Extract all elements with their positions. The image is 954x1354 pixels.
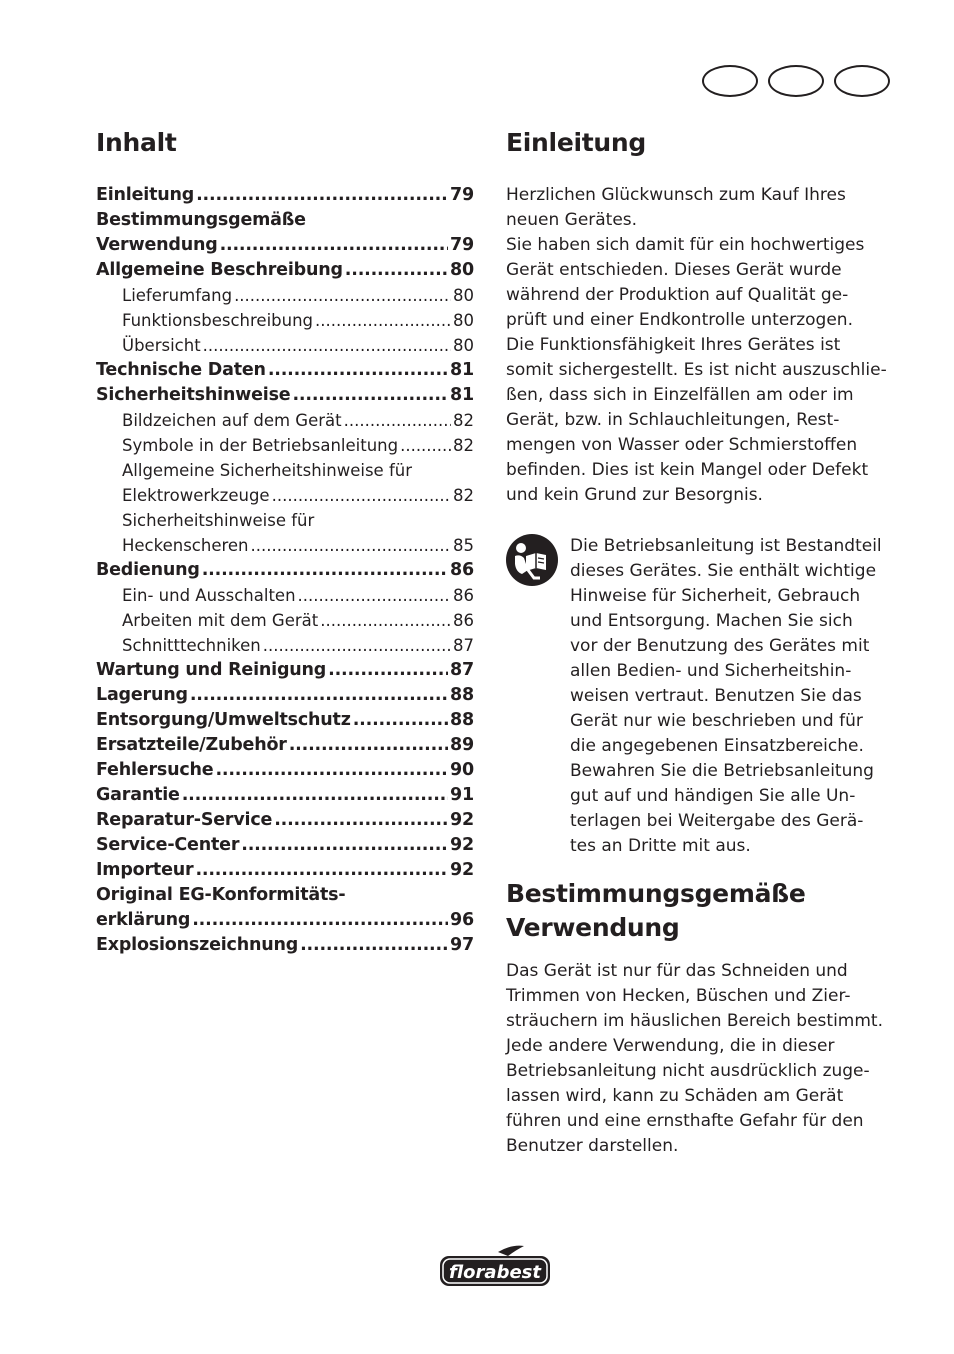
toc-entry [96, 833, 474, 858]
toc-entry-label: Explosionszeichnung [96, 935, 299, 955]
toc-leader-dots [400, 433, 451, 458]
text-line: somit sichergestellt. Es ist nicht auszuschlie- [506, 360, 887, 380]
toc-entry-label: Original EG-Konformitäts- [96, 885, 346, 905]
toc-entry-page: 90 [450, 760, 474, 780]
text-line: sträuchern im häuslichen Bereich bestimmt. [506, 1011, 883, 1031]
toc-leader-dots [220, 233, 448, 258]
toc-entry [96, 883, 474, 908]
toc-entry-page: 81 [450, 360, 474, 380]
toc-entry [96, 708, 474, 733]
toc-entry-label: Einleitung [96, 185, 195, 205]
toc-entry-label: Heckenscheren [122, 536, 249, 555]
toc-leader-dots [263, 633, 451, 658]
section-title-verwendung-line1: Bestimmungsgemäße [506, 879, 806, 908]
toc-leader-dots [215, 758, 448, 783]
toc-entry-page: 91 [450, 785, 474, 805]
text-line: Die Betriebsanleitung ist Bestandteil [570, 536, 882, 556]
toc-entry-label: Reparatur-Service [96, 810, 273, 830]
toc-entry [96, 208, 474, 233]
toc-entry-page: 97 [450, 935, 474, 955]
toc-leader-dots [272, 483, 451, 508]
toc-entry-page: 92 [450, 860, 474, 880]
toc-entry-label: Wartung und Reinigung [96, 660, 327, 680]
toc-entry-page: 85 [453, 536, 474, 555]
toc-entry-label: Ein- und Ausschalten [122, 586, 296, 605]
toc-leader-dots [251, 533, 451, 558]
toc-entry-page: 87 [450, 660, 474, 680]
language-badges [702, 65, 890, 99]
toc-entry-page: 96 [450, 910, 474, 930]
toc-leader-dots [192, 908, 448, 933]
toc-entry-page: 80 [450, 260, 474, 280]
toc-entry-label: Elektrowerkzeuge [122, 486, 270, 505]
toc-leader-dots [298, 583, 451, 608]
toc-entry-label: Lieferumfang [122, 286, 233, 305]
toc-entry-label: Bestimmungsgemäße [96, 210, 306, 230]
section-title-einleitung: Einleitung [506, 128, 646, 157]
toc-entry-label: Übersicht [122, 336, 201, 355]
text-line: Benutzer darstellen. [506, 1136, 679, 1156]
text-line: Gerät entschieden. Dieses Gerät wurde [506, 260, 842, 280]
toc-entry-label: Ersatzteile/Zubehör [96, 735, 287, 755]
intro-paragraph [506, 183, 896, 508]
toc-entry [96, 358, 474, 383]
text-line: befinden. Dies ist kein Mangel oder Defekt [506, 460, 869, 480]
toc-entry-page: 87 [453, 636, 474, 655]
toc-entry [96, 583, 474, 608]
toc-entry-label: Bildzeichen auf dem Gerät [122, 411, 342, 430]
toc-entry [96, 783, 474, 808]
toc-entry-page: 88 [450, 685, 474, 705]
text-line: Sie haben sich damit für ein hochwertiges [506, 235, 865, 255]
text-line: gut auf und händigen Sie alle Un- [570, 786, 856, 806]
language-badge [768, 65, 824, 97]
toc-entry [96, 258, 474, 283]
toc-entry [96, 483, 474, 508]
toc-leader-dots [268, 358, 448, 383]
toc-leader-dots [190, 683, 448, 708]
toc-leader-dots [289, 733, 448, 758]
toc-entry [96, 408, 474, 433]
text-line: Hinweise für Sicherheit, Gebrauch [570, 586, 861, 606]
toc-entry-page: 80 [453, 311, 474, 330]
toc-leader-dots [274, 808, 448, 833]
intended-use-paragraph [506, 959, 896, 1159]
toc-entry [96, 908, 474, 933]
text-line: die angegebenen Einsatzbereiche. [570, 736, 864, 756]
toc-entry-label: Sicherheitshinweise für [122, 511, 315, 530]
toc-entry-label: Entsorgung/Umweltschutz [96, 710, 351, 730]
read-manual-icon [506, 534, 558, 586]
toc-entry [96, 508, 474, 533]
toc-entry [96, 808, 474, 833]
toc-entry-page: 80 [453, 286, 474, 305]
text-line: führen und eine ernsthafte Gefahr für den [506, 1111, 864, 1131]
text-line: Jede andere Verwendung, die in dieser [506, 1036, 835, 1056]
toc-entry-page: 86 [450, 560, 474, 580]
toc-entry-page: 86 [453, 586, 474, 605]
toc-entry-page: 89 [450, 735, 474, 755]
toc-entry-page: 82 [453, 436, 474, 455]
text-line: und Entsorgung. Machen Sie sich [570, 611, 853, 631]
toc-leader-dots [292, 383, 448, 408]
toc-leader-dots [196, 183, 448, 208]
toc-entry-label: Service-Center [96, 835, 240, 855]
toc-entry-label: Fehlersuche [96, 760, 214, 780]
text-line: mengen von Wasser oder Schmierstoffen [506, 435, 858, 455]
toc-entry-label: erklärung [96, 910, 191, 930]
toc-entry-label: Lagerung [96, 685, 188, 705]
toc-entry [96, 683, 474, 708]
toc-entry [96, 733, 474, 758]
toc-entry [96, 758, 474, 783]
text-line: Gerät, bzw. in Schlauchleitungen, Rest- [506, 410, 840, 430]
toc-entry-page: 86 [453, 611, 474, 630]
toc-leader-dots [320, 608, 451, 633]
florabest-logo [438, 1244, 552, 1290]
toc-entry [96, 858, 474, 883]
toc-leader-dots [315, 308, 451, 333]
text-line: neuen Gerätes. [506, 210, 638, 230]
toc-leader-dots [353, 708, 448, 733]
text-line: vor der Benutzung des Gerätes mit [570, 636, 870, 656]
text-line: Bewahren Sie die Betriebsanleitung [570, 761, 874, 781]
toc-leader-dots [300, 933, 448, 958]
text-line: Herzlichen Glückwunsch zum Kauf Ihres [506, 185, 846, 205]
toc-entry-label: Symbole in der Betriebsanleitung [122, 436, 399, 455]
toc-entry-label: Importeur [96, 860, 194, 880]
toc-leader-dots [344, 408, 451, 433]
notice-paragraph [570, 534, 900, 859]
toc-entry [96, 533, 474, 558]
toc-entry-label: Funktionsbeschreibung [122, 311, 314, 330]
text-line: ßen, dass sich in Einzelfällen am oder im [506, 385, 854, 405]
toc-entry-page: 79 [450, 235, 474, 255]
toc-entry [96, 608, 474, 633]
toc-entry-label: Sicherheitshinweise [96, 385, 291, 405]
toc-entry [96, 383, 474, 408]
toc-entry [96, 558, 474, 583]
toc-entry [96, 283, 474, 308]
toc-entry-page: 81 [450, 385, 474, 405]
toc-entry [96, 658, 474, 683]
toc-entry-page: 80 [453, 336, 474, 355]
toc-entry-label: Garantie [96, 785, 180, 805]
text-line: und kein Grund zur Besorgnis. [506, 485, 763, 505]
section-title-verwendung-line2: Verwendung [506, 913, 680, 942]
toc-leader-dots [328, 658, 448, 683]
toc-entry-page: 88 [450, 710, 474, 730]
text-line: Gerät nur wie beschrieben und für [570, 711, 863, 731]
toc-entry [96, 933, 474, 958]
toc-entry [96, 633, 474, 658]
text-line: Trimmen von Hecken, Büschen und Zier- [506, 986, 851, 1006]
toc-leader-dots [182, 783, 448, 808]
text-line: lassen wird, kann zu Schäden am Gerät [506, 1086, 844, 1106]
table-of-contents [96, 183, 474, 958]
toc-entry-page: 82 [453, 411, 474, 430]
text-line: terlagen bei Weitergabe des Gerä- [570, 811, 864, 831]
toc-entry-label: Bedienung [96, 560, 200, 580]
toc-entry [96, 233, 474, 258]
text-line: Betriebsanleitung nicht ausdrücklich zuge- [506, 1061, 870, 1081]
toc-leader-dots [195, 858, 448, 883]
text-line: weisen vertraut. Benutzen Sie das [570, 686, 862, 706]
text-line: während der Produktion auf Qualität ge- [506, 285, 849, 305]
text-line: allen Bedien- und Sicherheitshin- [570, 661, 852, 681]
toc-entry-page: 92 [450, 810, 474, 830]
language-badge [702, 65, 758, 97]
logo-text: florabest [449, 1262, 541, 1283]
toc-leader-dots [203, 333, 451, 358]
language-badge [834, 65, 890, 97]
toc-leader-dots [202, 558, 448, 583]
toc-entry-page: 82 [453, 486, 474, 505]
toc-leader-dots [234, 283, 451, 308]
text-line: Die Funktionsfähigkeit Ihres Gerätes ist [506, 335, 841, 355]
toc-entry [96, 433, 474, 458]
toc-entry-label: Technische Daten [96, 360, 266, 380]
toc-entry-label: Arbeiten mit dem Gerät [122, 611, 319, 630]
toc-entry [96, 183, 474, 208]
toc-leader-dots [345, 258, 448, 283]
toc-entry-page: 92 [450, 835, 474, 855]
toc-entry [96, 333, 474, 358]
toc-entry-page: 79 [450, 185, 474, 205]
toc-entry-label: Schnitttechniken [122, 636, 261, 655]
toc-entry-label: Allgemeine Beschreibung [96, 260, 343, 280]
toc-entry-label: Verwendung [96, 235, 218, 255]
text-line: dieses Gerätes. Sie enthält wichtige [570, 561, 877, 581]
toc-title: Inhalt [96, 128, 177, 157]
toc-entry [96, 308, 474, 333]
toc-leader-dots [241, 833, 448, 858]
toc-entry-label: Allgemeine Sicherheitshinweise für [122, 461, 413, 480]
text-line: tes an Dritte mit aus. [570, 836, 751, 856]
text-line: prüft und einer Endkontrolle unterzogen. [506, 310, 853, 330]
text-line: Das Gerät ist nur für das Schneiden und [506, 961, 848, 981]
toc-entry [96, 458, 474, 483]
